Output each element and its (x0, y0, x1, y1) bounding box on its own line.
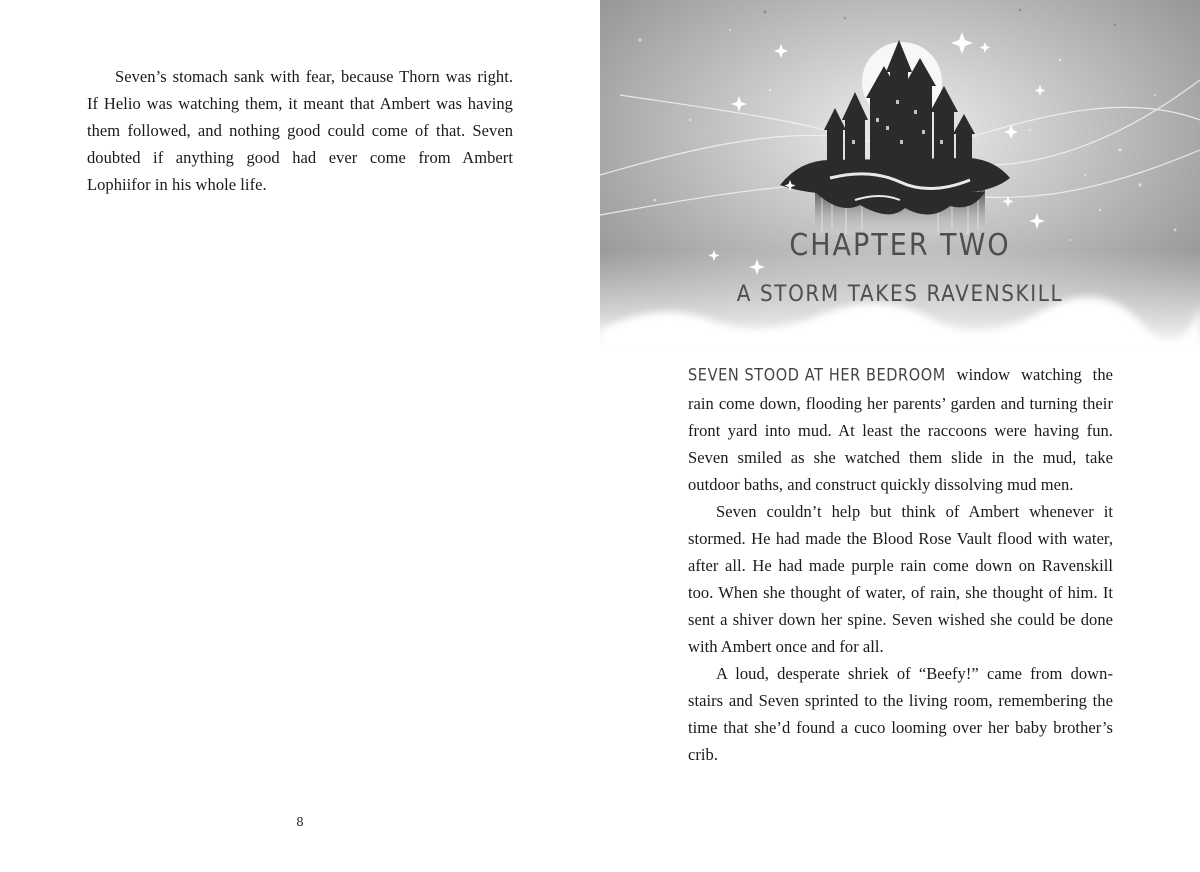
right-page (600, 0, 1200, 872)
paragraph (688, 361, 1113, 498)
page-number: 8 (296, 815, 304, 829)
paragraph: Seven’s stomach sank with fear, because Thorn was right. If Helio was watching them, it meant that Ambert was having them followed, and nothing good could come of that. Seven doubted if anything good had ever come from Ambert Lophiifor in his whole life. (87, 67, 513, 194)
left-page-text (87, 63, 513, 198)
right-page-text (688, 361, 1113, 768)
paragraph: A loud, desperate shriek of “Beefy!” came from down-stairs and Seven sprinted to the living room, remembering the time that she’d found a cuco looming over her baby brother’s crib. (688, 664, 1113, 764)
chapter-label: CHAPTER TWO (789, 228, 1011, 263)
paragraph: Seven couldn’t help but think of Ambert whenever it stormed. He had made the Blood Rose Vault flood with water, after all. He had made purple rain come down on Ravenskill too. When she thought of water, of rain, she thought of him. It sent a shiver down her spine. Seven wished she could be done with Ambert once and for all. (688, 502, 1113, 656)
paragraph-text: window watching the rain come down, flooding her parents’ garden and turning their front yard into mud. At least the raccoons were having fun. Seven smiled as she watched them slide in the mud, take outdoor baths, and construct quickly dissolving mud men. (688, 365, 1113, 494)
lead-in-small-caps: SEVEN STOOD AT HER BEDROOM (688, 366, 946, 386)
chapter-title: A STORM TAKES RAVENSKILL (736, 279, 1064, 307)
